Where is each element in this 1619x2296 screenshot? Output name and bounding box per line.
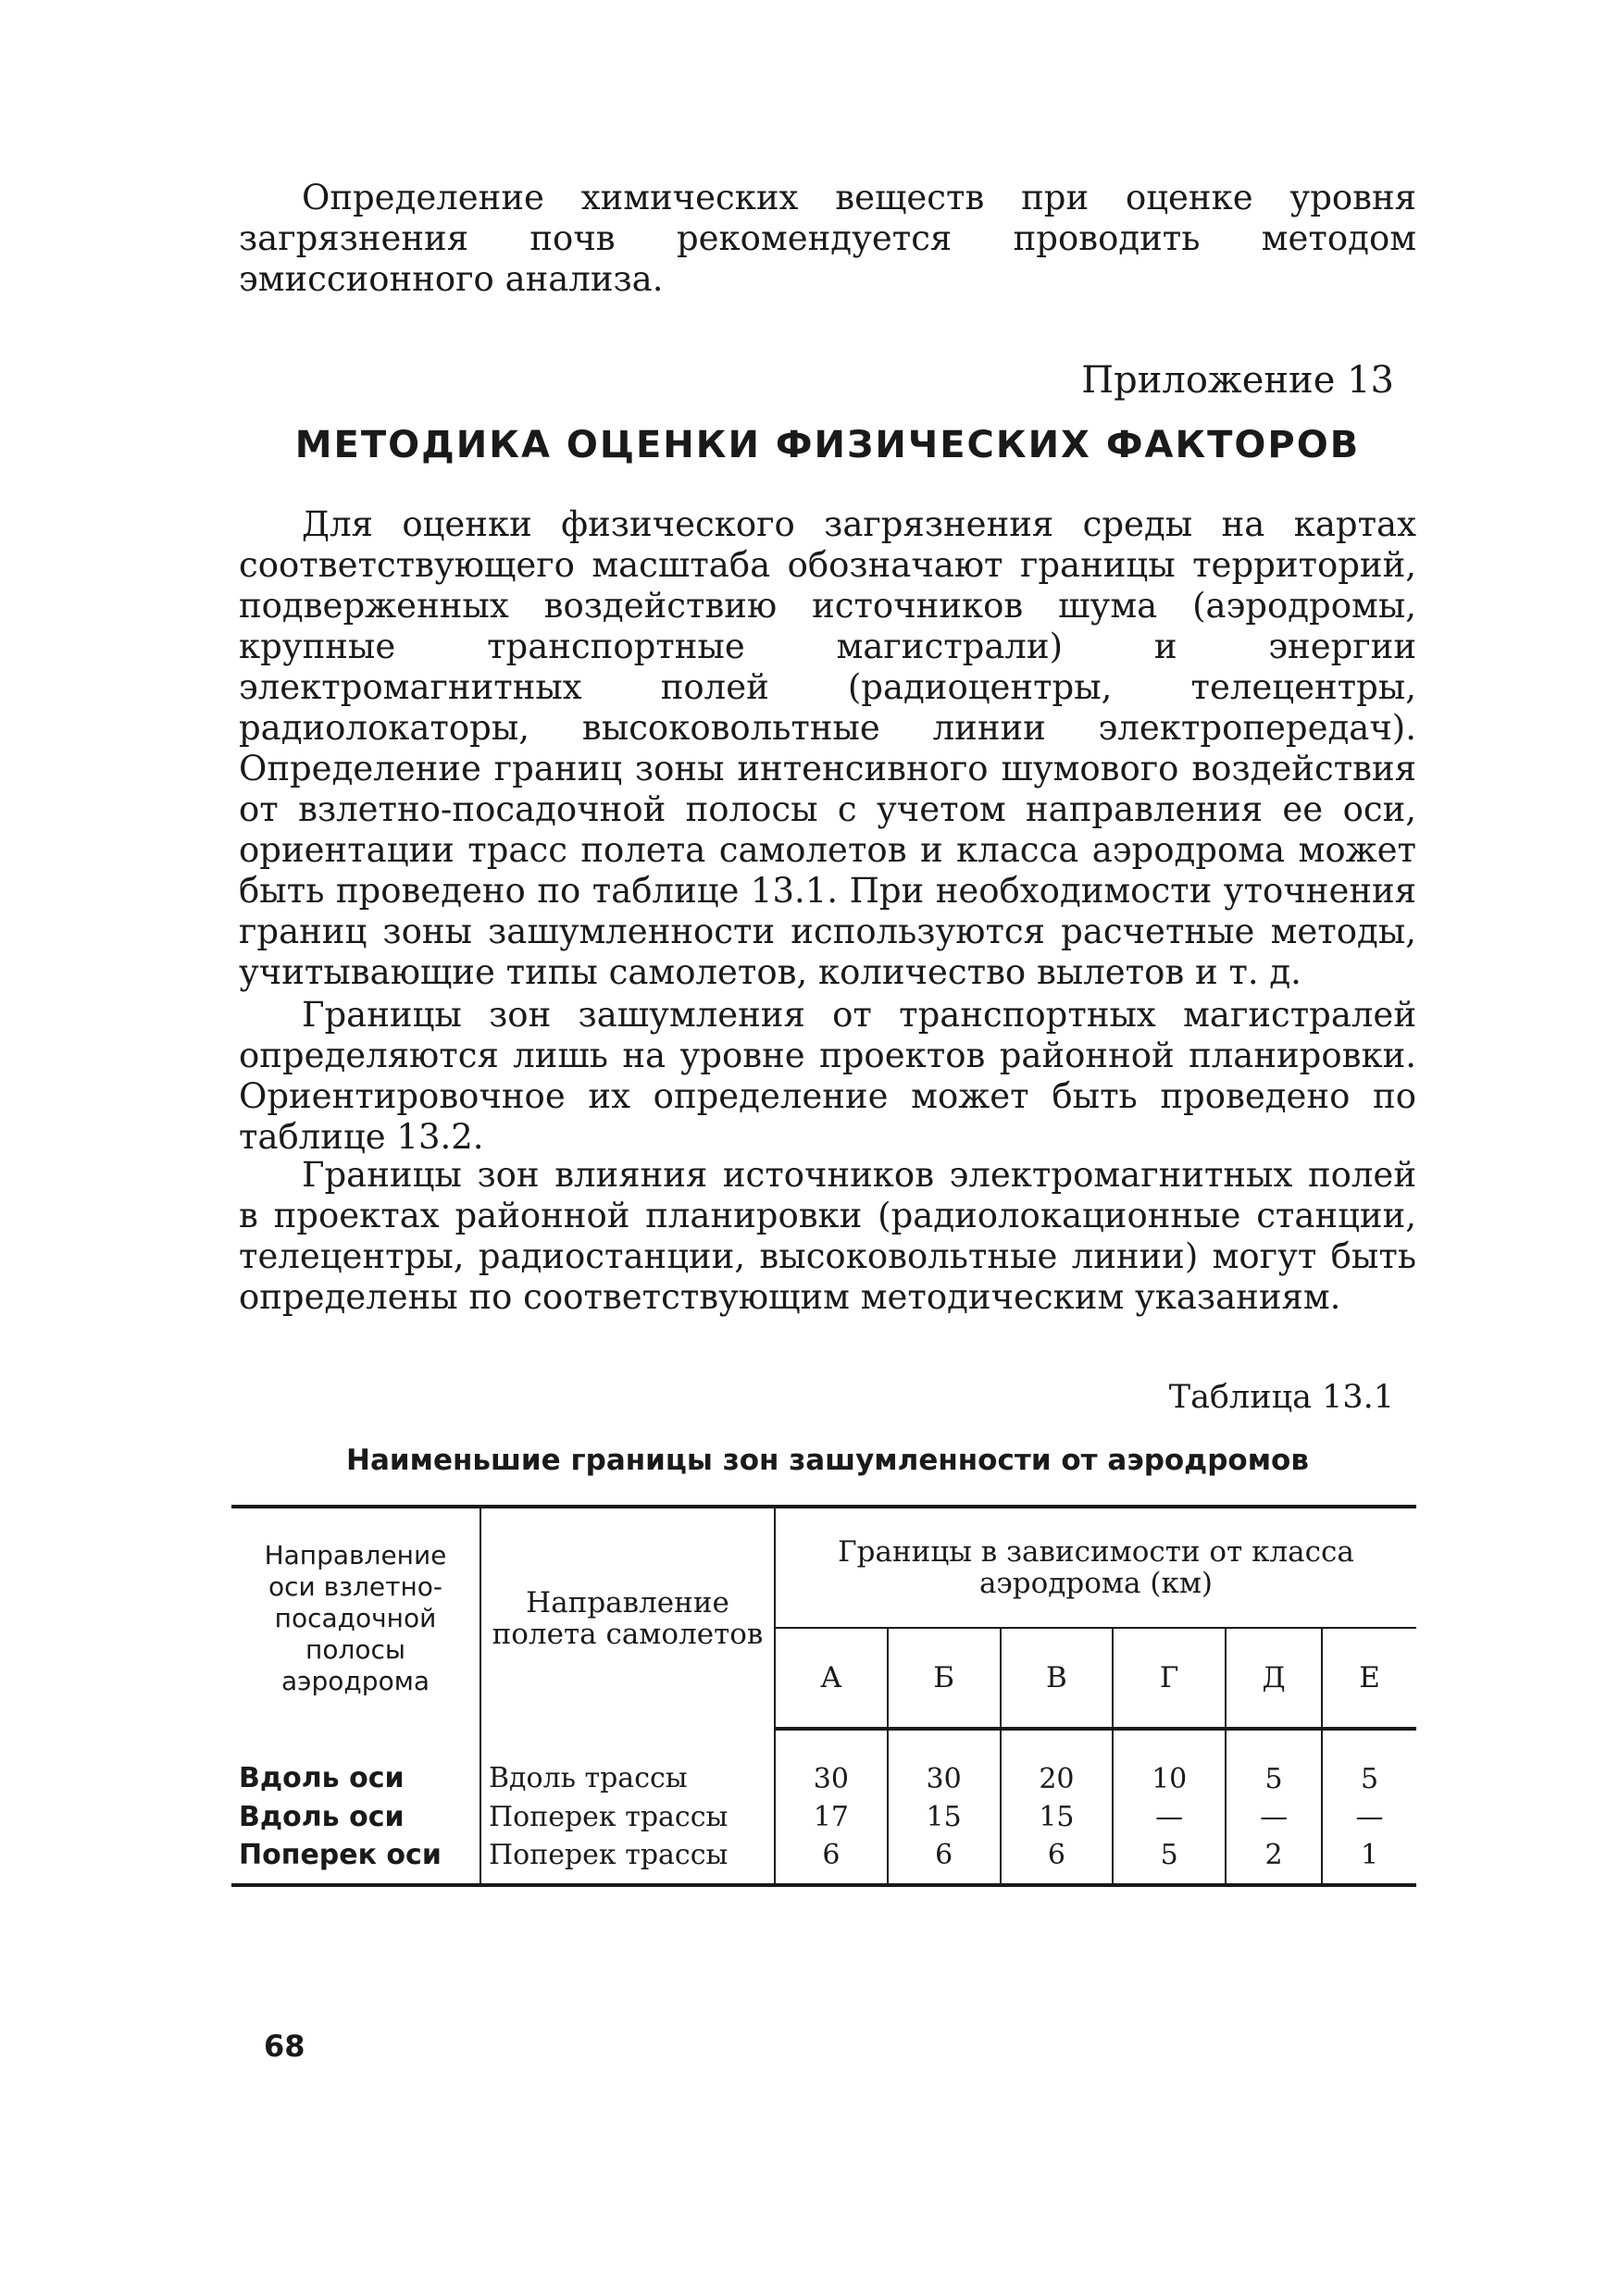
row-flight: Поперек трассы <box>480 1798 775 1836</box>
noise-zones-table <box>231 1505 1416 1887</box>
row-axis: Вдоль оси <box>239 1762 405 1794</box>
page-number: 68 <box>264 2029 305 2064</box>
header-class-e: Е <box>1322 1628 1416 1729</box>
table-label: Таблица 13.1 <box>1168 1379 1394 1416</box>
header-flight-direction: Направление полета самолетов <box>480 1507 775 1729</box>
table-row <box>231 1729 1416 1798</box>
header-class-b: Б <box>888 1628 1001 1729</box>
cell-value: 6 <box>775 1836 888 1885</box>
cell-value: — <box>1322 1798 1416 1836</box>
row-axis: Поперек оси <box>231 1836 480 1885</box>
cell-value: 30 <box>888 1729 1001 1798</box>
header-axis-direction: Направление оси взлетно-посадочной полосы аэродрома <box>231 1507 480 1729</box>
table-header-row <box>231 1507 1416 1628</box>
appendix-label: Приложение 13 <box>1081 359 1394 402</box>
table-title: Наименьшие границы зон зашумленности от аэродромов <box>346 1444 1309 1477</box>
table-row <box>231 1798 1416 1836</box>
cell-value: — <box>1113 1798 1226 1836</box>
cell-value: 30 <box>775 1729 888 1798</box>
paragraph-transport-zones: Границы зон зашумления от транспортных магистралей определяются лишь на уровне проектов районной планировки. Ориентировочное их определение может быть проведено по таблице 13.2. <box>239 995 1416 1157</box>
cell-value: 5 <box>1113 1836 1226 1885</box>
cell-value: 6 <box>1001 1836 1114 1885</box>
cell-value: 1 <box>1322 1836 1416 1885</box>
cell-value: 15 <box>1001 1798 1114 1836</box>
header-class-a: А <box>775 1628 888 1729</box>
cell-value: 10 <box>1113 1729 1226 1798</box>
table-row <box>231 1836 1416 1885</box>
cell-value: 5 <box>1322 1729 1416 1798</box>
cell-value: 15 <box>888 1798 1001 1836</box>
row-axis: Вдоль оси <box>239 1801 405 1833</box>
cell-value: — <box>1226 1798 1322 1836</box>
header-class-v: В <box>1001 1628 1114 1729</box>
row-flight: Поперек трассы <box>480 1836 775 1885</box>
cell-value: 2 <box>1226 1836 1322 1885</box>
intro-paragraph: Определение химических веществ при оценке уровня загрязнения почв рекомендуется проводить методом эмиссионного анализа. <box>239 178 1416 299</box>
header-class-d: Д <box>1226 1628 1322 1729</box>
row-flight: Вдоль трассы <box>480 1729 775 1798</box>
paragraph-em-fields: Границы зон влияния источников электромагнитных полей в проектах районной планировки (радиолокационные станции, телецентры, радиостанции, высоковольтные линии) могут быть определены по соответствующим методическим указаниям. <box>239 1155 1416 1317</box>
cell-value: 17 <box>775 1798 888 1836</box>
section-title: МЕТОДИКА ОЦЕНКИ ФИЗИЧЕСКИХ ФАКТОРОВ <box>294 424 1361 466</box>
header-class-group: Границы в зависимости от класса аэродрома (км) <box>775 1507 1416 1628</box>
cell-value: 6 <box>888 1836 1001 1885</box>
cell-value: 20 <box>1001 1729 1114 1798</box>
header-class-g: Г <box>1113 1628 1226 1729</box>
cell-value: 5 <box>1226 1729 1322 1798</box>
paragraph-noise-sources: Для оценки физического загрязнения среды на картах соответствующего масштаба обозначают границы территорий, подверженных воздействию источников шума (аэродромы, крупные транспортные магистрали) и энергии электромагнитных полей (радиоцентры, телецентры, радиолокаторы, высоковольтные линии электропередач). Определение границ зоны интенсивного шумового воздействия от взлетно-посадочной полосы с учетом направления ее оси, ориентации трасс полета самолетов и класса аэродрома может быть проведено по таблице 13.1. При необходимости уточнения границ зоны зашумленности используются расчетные методы, учитывающие типы самолетов, количество вылетов и т. д. <box>239 504 1416 992</box>
